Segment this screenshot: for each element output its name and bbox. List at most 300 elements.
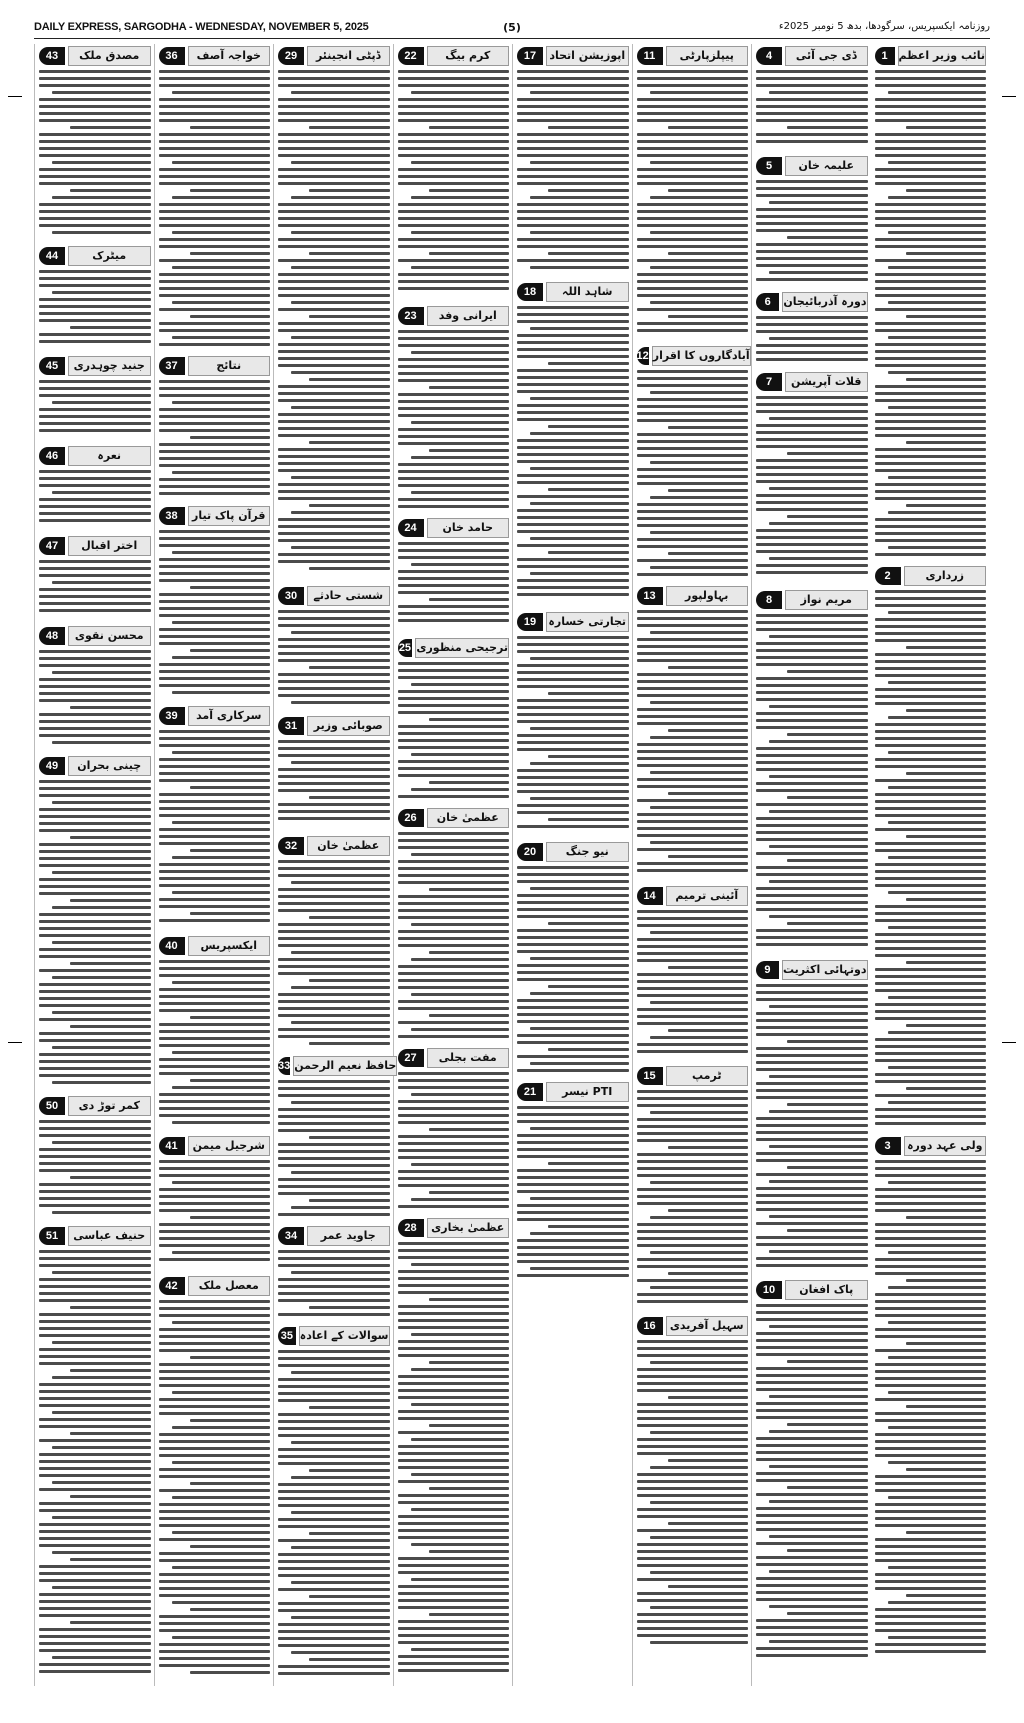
text-line [875, 1482, 987, 1485]
text-line [39, 429, 151, 432]
text-line [756, 1012, 868, 1015]
news-story [159, 934, 271, 1134]
text-line [291, 1616, 389, 1619]
text-line [159, 217, 271, 220]
text-line [70, 1432, 150, 1435]
text-line [39, 112, 151, 115]
text-line [756, 684, 868, 687]
text-line [159, 765, 271, 768]
text-line [637, 294, 749, 297]
text-line [875, 203, 987, 206]
text-line [278, 1350, 390, 1353]
text-line [278, 1278, 390, 1281]
text-line [875, 1384, 987, 1387]
text-line [875, 1059, 987, 1062]
text-line [650, 1361, 748, 1364]
text-line [159, 1174, 271, 1177]
text-line [398, 725, 510, 728]
text-line [39, 1004, 151, 1007]
news-story [637, 1314, 749, 1654]
story-title: چینی بحران [68, 756, 151, 776]
story-body [637, 70, 749, 332]
text-line [190, 1482, 270, 1485]
text-line [637, 715, 749, 718]
text-line [159, 203, 271, 206]
text-line [756, 243, 868, 246]
story-title: ولی عہد دورہ [904, 1136, 987, 1156]
text-line [278, 775, 390, 778]
text-line [52, 1271, 150, 1274]
text-line [517, 866, 629, 869]
text-line [278, 1644, 390, 1647]
text-line [756, 936, 868, 939]
story-body [756, 70, 868, 143]
text-line [278, 1553, 390, 1556]
text-line [159, 1440, 271, 1443]
text-line [756, 1033, 868, 1036]
text-line [637, 440, 749, 443]
story-title: محسن نقوی [68, 626, 151, 646]
text-line [875, 1552, 987, 1555]
text-line [650, 1001, 748, 1004]
text-line [756, 208, 868, 211]
text-line [411, 993, 509, 996]
text-line [517, 1034, 629, 1037]
text-line [637, 412, 749, 415]
text-line [159, 1629, 271, 1632]
text-line [278, 747, 390, 750]
text-line [668, 426, 748, 429]
story-body [875, 1160, 987, 1653]
text-line [637, 273, 749, 276]
text-line [172, 336, 270, 339]
news-story [637, 1064, 749, 1314]
text-line [278, 1185, 390, 1188]
text-line [637, 1389, 749, 1392]
text-line [517, 936, 629, 939]
text-line [875, 1307, 987, 1310]
text-line [278, 392, 390, 395]
text-line [650, 1286, 748, 1289]
text-line [875, 800, 987, 803]
text-line [875, 112, 987, 115]
text-line [159, 863, 271, 866]
text-line [278, 553, 390, 556]
text-line [398, 1452, 510, 1455]
text-line [530, 992, 628, 995]
text-line [278, 350, 390, 353]
text-line [39, 990, 151, 993]
news-column [273, 44, 397, 1686]
text-line [398, 1135, 510, 1138]
text-line [39, 574, 151, 577]
text-line [278, 1560, 390, 1563]
text-line [159, 1342, 271, 1345]
text-line [39, 720, 151, 723]
text-line [398, 704, 510, 707]
story-title: کرم بیگ [427, 46, 510, 66]
text-line [517, 376, 629, 379]
text-line [39, 657, 151, 660]
text-line [637, 820, 749, 823]
story-number-badge: 48 [39, 627, 65, 645]
text-line [888, 1356, 986, 1359]
text-line [756, 754, 868, 757]
text-line [278, 420, 390, 423]
text-line [159, 807, 271, 810]
text-line [637, 1223, 749, 1226]
text-line [756, 396, 868, 399]
text-line [291, 1021, 389, 1024]
text-line [278, 483, 390, 486]
text-line [39, 650, 151, 653]
text-line [309, 1136, 389, 1139]
story-body [39, 70, 151, 234]
story-title: نیو جنگ [546, 842, 629, 862]
story-body [39, 380, 151, 432]
text-line [190, 786, 270, 789]
text-line [875, 947, 987, 950]
text-line [278, 245, 390, 248]
text-line [39, 1190, 151, 1193]
text-line [159, 478, 271, 481]
text-line [172, 231, 270, 234]
text-line [159, 422, 271, 425]
text-line [278, 448, 390, 451]
text-line [398, 979, 510, 982]
text-line [875, 245, 987, 248]
news-story [398, 636, 510, 806]
text-line [278, 1539, 390, 1542]
text-line [159, 492, 271, 495]
story-body [398, 70, 510, 290]
text-line [159, 898, 271, 901]
text-line [39, 567, 151, 570]
text-line [769, 91, 867, 94]
text-line [787, 1229, 867, 1232]
text-line [411, 1648, 509, 1651]
news-story [159, 1134, 271, 1274]
text-line [756, 1514, 868, 1517]
text-line [39, 340, 151, 343]
text-line [650, 301, 748, 304]
text-line [278, 1385, 390, 1388]
story-heading [756, 590, 868, 610]
text-line [39, 380, 151, 383]
story-body [278, 860, 390, 1045]
text-line [278, 923, 390, 926]
text-line [398, 986, 510, 989]
text-line [769, 1075, 867, 1078]
text-line [39, 602, 151, 605]
text-line [398, 428, 510, 431]
text-line [159, 224, 271, 227]
text-line [159, 744, 271, 747]
text-line [411, 1473, 509, 1476]
text-line [172, 551, 270, 554]
text-line [787, 1549, 867, 1552]
text-line [309, 1042, 389, 1045]
text-line [159, 579, 271, 582]
text-line [756, 264, 868, 267]
text-line [756, 852, 868, 855]
story-body [159, 1160, 271, 1261]
text-line [39, 1067, 151, 1070]
text-line [398, 1389, 510, 1392]
text-line [756, 1068, 868, 1071]
text-line [39, 519, 151, 522]
text-line [398, 1410, 510, 1413]
text-line [637, 419, 749, 422]
story-number-badge: 40 [159, 937, 185, 955]
text-line [517, 84, 629, 87]
text-line [517, 418, 629, 421]
text-line [875, 70, 987, 73]
text-line [39, 505, 151, 508]
text-line [278, 617, 390, 620]
text-line [756, 1654, 868, 1657]
story-number-badge: 30 [278, 587, 304, 605]
text-line [411, 788, 509, 791]
text-line [888, 336, 986, 339]
text-line [398, 881, 510, 884]
text-line [875, 1398, 987, 1401]
text-line [39, 1418, 151, 1421]
story-heading [517, 46, 629, 66]
text-line [756, 459, 868, 462]
text-line [70, 1025, 150, 1028]
story-number-badge: 13 [637, 587, 663, 605]
text-line [52, 906, 150, 909]
text-line [637, 133, 749, 136]
text-line [756, 550, 868, 553]
text-line [517, 783, 629, 786]
text-line [398, 1662, 510, 1665]
text-line [888, 511, 986, 514]
text-line [278, 1588, 390, 1591]
text-line [159, 105, 271, 108]
text-line [756, 480, 868, 483]
text-line [159, 140, 271, 143]
text-line [278, 217, 390, 220]
text-line [52, 1081, 150, 1084]
text-line [637, 869, 749, 872]
text-line [517, 1006, 629, 1009]
text-line [906, 898, 986, 901]
text-line [398, 1354, 510, 1357]
text-line [159, 1587, 271, 1590]
text-line [637, 827, 749, 830]
text-line [888, 231, 986, 234]
text-line [650, 1536, 748, 1539]
text-line [637, 517, 749, 520]
text-line [875, 1202, 987, 1205]
text-line [159, 1202, 271, 1205]
text-line [190, 1671, 270, 1674]
text-line [159, 884, 271, 887]
text-line [787, 670, 867, 673]
text-line [888, 1391, 986, 1394]
text-line [39, 829, 151, 832]
story-heading [39, 536, 151, 556]
text-line [172, 621, 270, 624]
news-story [159, 44, 271, 354]
text-line [875, 490, 987, 493]
text-line [398, 895, 510, 898]
text-line [875, 639, 987, 642]
text-line [159, 1377, 271, 1380]
text-line [398, 1571, 510, 1574]
text-line [769, 635, 867, 638]
text-line [278, 84, 390, 87]
text-line [637, 384, 749, 387]
text-line [172, 1251, 270, 1254]
text-line [39, 477, 151, 480]
text-line [398, 902, 510, 905]
text-line [637, 1139, 749, 1142]
news-story [398, 304, 510, 516]
text-line [875, 1223, 987, 1226]
text-line [398, 584, 510, 587]
text-line [398, 1501, 510, 1504]
text-line [278, 343, 390, 346]
text-line [517, 664, 629, 667]
text-line [650, 1111, 748, 1114]
text-line [637, 370, 749, 373]
text-line [517, 586, 629, 589]
story-number-badge: 34 [278, 1227, 304, 1245]
text-line [756, 1201, 868, 1204]
text-line [39, 1530, 151, 1533]
english-dateline: DAILY EXPRESS, SARGODHA - WEDNESDAY, NOVEMBER 5, 2025 [34, 21, 369, 33]
text-line [875, 1615, 987, 1618]
text-line [906, 315, 986, 318]
text-line [517, 203, 629, 206]
text-line [429, 189, 509, 192]
text-line [650, 1181, 748, 1184]
text-line [769, 1395, 867, 1398]
text-line [398, 1382, 510, 1385]
text-line [39, 175, 151, 178]
text-line [190, 315, 270, 318]
text-line [172, 1531, 270, 1534]
text-line [39, 1127, 151, 1130]
text-line [756, 250, 868, 253]
text-line [278, 1665, 390, 1668]
text-line [39, 1032, 151, 1035]
text-line [756, 1458, 868, 1461]
text-line [637, 652, 749, 655]
text-line [278, 1357, 390, 1360]
story-number-badge: 32 [278, 837, 304, 855]
text-line [756, 1318, 868, 1321]
text-line [668, 1029, 748, 1032]
text-line [756, 726, 868, 729]
text-line [875, 84, 987, 87]
text-line [159, 1258, 271, 1261]
text-line [875, 294, 987, 297]
news-column [632, 44, 753, 1686]
text-line [756, 1409, 868, 1412]
text-line [159, 544, 271, 547]
text-line [787, 236, 867, 239]
text-line [39, 1523, 151, 1526]
text-line [159, 1433, 271, 1436]
text-line [637, 398, 749, 401]
text-line [411, 1403, 509, 1406]
text-line [278, 1192, 390, 1195]
text-line [278, 1525, 390, 1528]
text-line [309, 1658, 389, 1661]
text-line [650, 496, 748, 499]
text-line [278, 1028, 390, 1031]
story-heading [517, 842, 629, 862]
text-line [39, 154, 151, 157]
text-line [39, 1155, 151, 1158]
text-line [278, 1574, 390, 1577]
text-line [875, 1045, 987, 1048]
text-line [398, 676, 510, 679]
text-line [650, 1431, 748, 1434]
news-story [39, 624, 151, 754]
news-story [278, 1224, 390, 1324]
story-heading [398, 518, 510, 538]
text-line [906, 1405, 986, 1408]
text-line [756, 410, 868, 413]
text-line [517, 1183, 629, 1186]
text-line [159, 1573, 271, 1576]
text-line [172, 1601, 270, 1604]
text-line [875, 343, 987, 346]
text-line [637, 1015, 749, 1018]
story-number-badge: 9 [756, 961, 779, 979]
story-number-badge: 15 [637, 1067, 663, 1085]
text-line [159, 663, 271, 666]
text-line [398, 435, 510, 438]
text-line [291, 1441, 389, 1444]
text-line [875, 877, 987, 880]
story-heading [756, 1280, 868, 1300]
text-line [517, 558, 629, 561]
text-line [52, 1411, 150, 1414]
text-line [756, 571, 868, 574]
text-line [39, 119, 151, 122]
story-title: مصدق ملک [68, 46, 151, 66]
story-number-badge: 22 [398, 47, 424, 65]
text-line [517, 460, 629, 463]
text-line [309, 378, 389, 381]
text-line [39, 1600, 151, 1603]
text-line [429, 1298, 509, 1301]
text-line [159, 147, 271, 150]
text-line [159, 210, 271, 213]
news-story [39, 44, 151, 244]
text-line [398, 203, 510, 206]
news-column [751, 44, 872, 1686]
text-line [39, 808, 151, 811]
text-line [756, 501, 868, 504]
text-line [39, 1355, 151, 1358]
text-line [875, 1265, 987, 1268]
text-line [278, 455, 390, 458]
text-line [39, 934, 151, 937]
text-line [756, 782, 868, 785]
text-line [637, 482, 749, 485]
story-title: معصل ملک [188, 1276, 271, 1296]
text-line [278, 958, 390, 961]
text-line [398, 577, 510, 580]
story-number-badge: 5 [756, 157, 782, 175]
